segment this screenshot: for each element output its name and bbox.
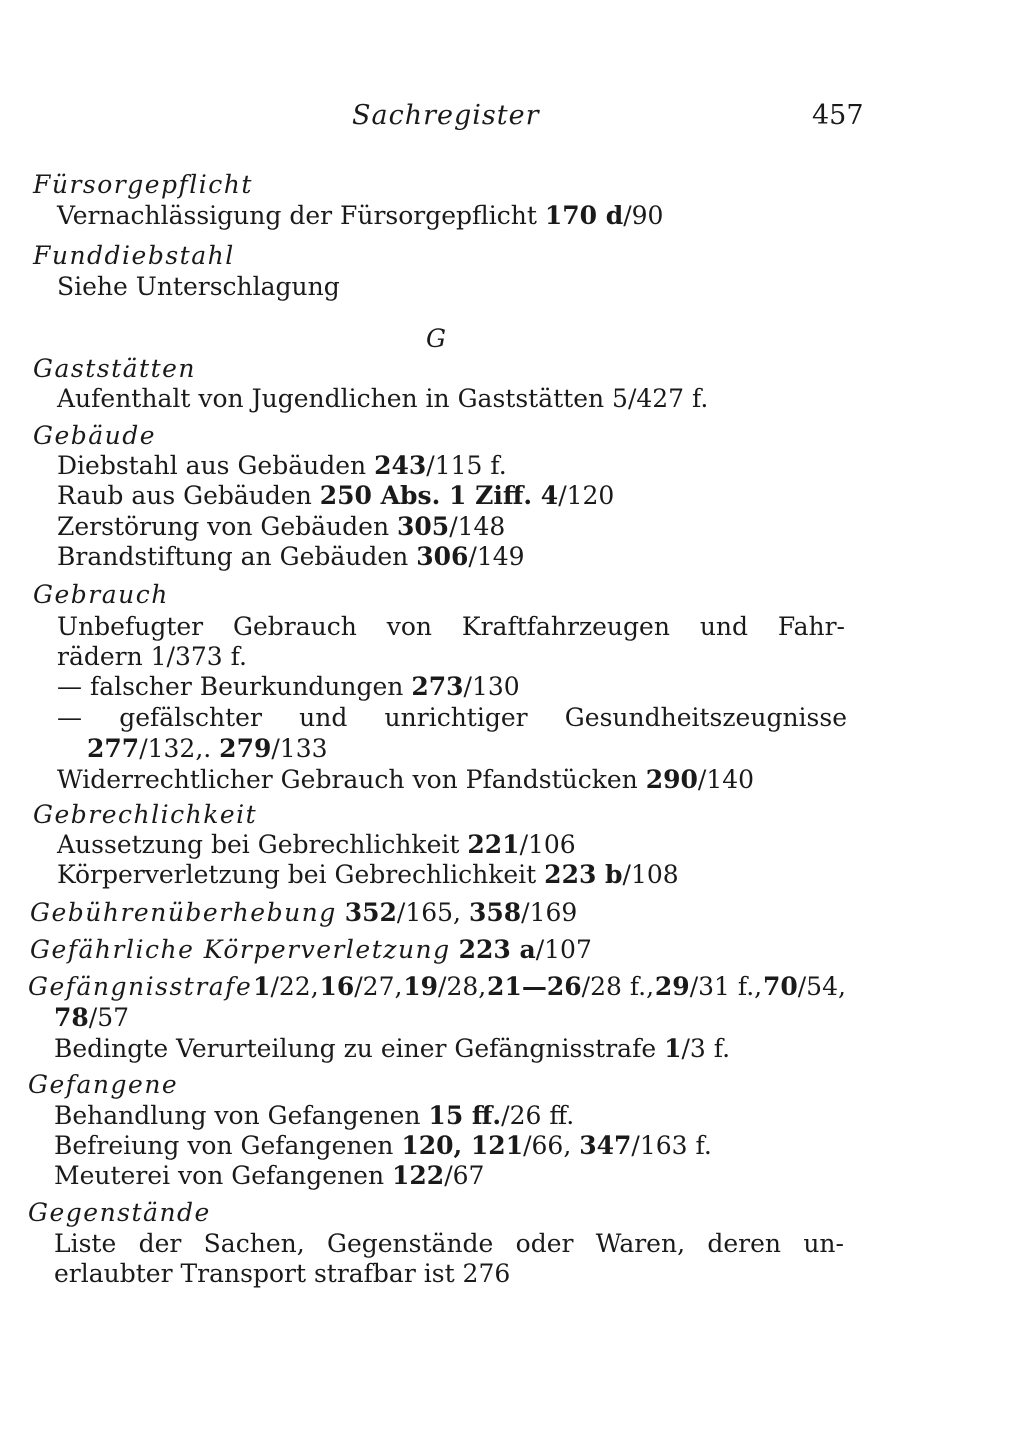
entry-heading: Gefährliche Körperverletzung bbox=[30, 935, 451, 964]
sub-entry: Bedingte Verurteilung zu einer Gefängnisstrafe 1/3 f. bbox=[54, 1034, 731, 1063]
entry-heading-line: Gebührenüberhebung 352/165, 358/169 bbox=[30, 898, 578, 927]
sub-entry: Widerrechtlicher Gebrauch von Pfandstücken 290/140 bbox=[57, 765, 755, 794]
entry-heading: Funddiebstahl bbox=[33, 241, 235, 270]
entry-heading: Gebrechlichkeit bbox=[33, 800, 258, 829]
sub-entry: Körperverletzung bei Gebrechlichkeit 223 b/108 bbox=[57, 860, 679, 889]
page-header bbox=[0, 100, 1024, 140]
entry-continuation: 78/57 bbox=[54, 1003, 130, 1032]
entry-heading: Gefangene bbox=[28, 1070, 179, 1099]
sub-entry: — gefälschter und unrichtiger Gesundheitszeugnisse bbox=[57, 703, 847, 732]
sub-entry: Vernachlässigung der Fürsorgepflicht 170 d/90 bbox=[57, 201, 664, 230]
sub-entry: Aufenthalt von Jugendlichen in Gaststätten 5/427 f. bbox=[57, 384, 709, 413]
entry-heading: Gefängnisstrafe bbox=[28, 972, 253, 1001]
sub-entry: Meuterei von Gefangenen 122/67 bbox=[54, 1161, 485, 1190]
entry-heading: Gaststätten bbox=[33, 354, 197, 383]
entry-heading: Gegenstände bbox=[28, 1198, 211, 1227]
entry-heading: Gebührenüberhebung bbox=[30, 898, 337, 927]
sub-entry-continuation: 277/132,. 279/133 bbox=[87, 734, 328, 763]
entry-heading: Gebrauch bbox=[33, 580, 169, 609]
entry-heading-line: Gefängnisstrafe 1/22, 16/27, 19/28, 21—26/28 f., 29/31 f., 70/54, bbox=[28, 972, 846, 1001]
sub-entry: Befreiung von Gefangenen 120, 121/66, 347/163 f. bbox=[54, 1131, 712, 1160]
entry-heading: Fürsorgepflicht bbox=[33, 170, 253, 199]
sub-entry: Aussetzung bei Gebrechlichkeit 221/106 bbox=[57, 830, 576, 859]
sub-entry-continuation: rädern 1/373 f. bbox=[57, 642, 247, 671]
section-letter: G bbox=[426, 324, 446, 353]
page-number: 457 bbox=[812, 100, 864, 131]
sub-entry: Behandlung von Gefangenen 15 ff./26 ff. bbox=[54, 1101, 575, 1130]
sub-entry: Liste der Sachen, Gegenstände oder Waren, deren un- bbox=[54, 1229, 844, 1258]
sub-entry-continuation: erlaubter Transport strafbar ist 276 bbox=[54, 1259, 511, 1288]
sub-entry: Raub aus Gebäuden 250 Abs. 1 Ziff. 4/120 bbox=[57, 481, 615, 510]
entry-heading: Gebäude bbox=[33, 421, 157, 450]
running-head: Sachregister bbox=[352, 100, 540, 131]
sub-entry: Zerstörung von Gebäuden 305/148 bbox=[57, 512, 506, 541]
sub-entry: Unbefugter Gebrauch von Kraftfahrzeugen und Fahr- bbox=[57, 612, 845, 641]
sub-entry: Brandstiftung an Gebäuden 306/149 bbox=[57, 542, 525, 571]
sub-entry: — falscher Beurkundungen 273/130 bbox=[57, 672, 520, 701]
sub-entry: Siehe Unterschlagung bbox=[57, 272, 340, 301]
entry-heading-line: Gefährliche Körperverletzung 223 a/107 bbox=[30, 935, 592, 964]
sub-entry: Diebstahl aus Gebäuden 243/115 f. bbox=[57, 451, 507, 480]
